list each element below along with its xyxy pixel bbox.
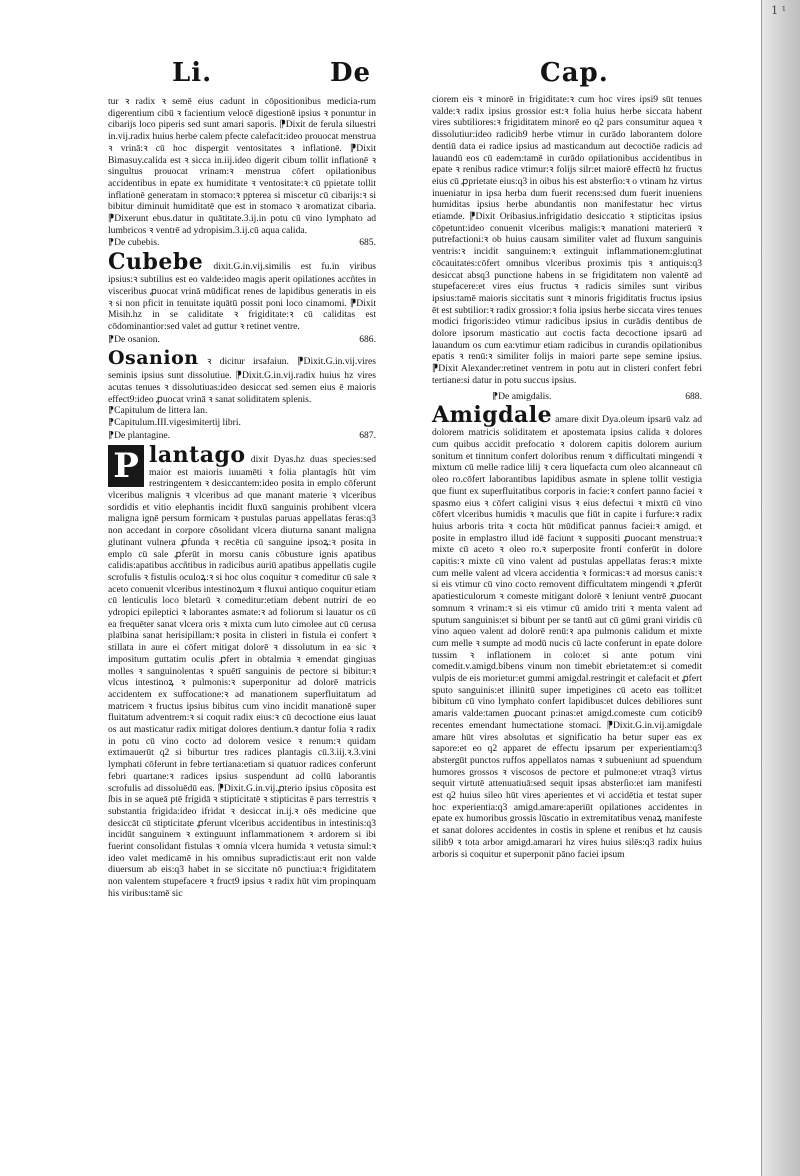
page-edge bbox=[761, 0, 800, 1176]
paragraph: amare dixit Dya.oleum ipsarū valz ad dolorem matricis soliditatem et apostemata ipsius calida ꝛ dolores cum quibus accidit prefocatio ꝛ dolorem capitis dolorem aurium sonitum et tinnitum confert doloribus renum ꝛ difficultati mingendi ꝛ mixtum cū melle radice lilij ꝛ cera liquefacta cum oleo alcanneaut cū oleo ro.cōfert laborantibus lapidibus asmate in splene tollit vestigia que fiunt ex superfluitatibus corporis in facie:ꝛ confert panno faciei ꝛ spasmo eius ꝛ cōfert caligini visus ꝛ eius defectui ꝛ mixtū cū vino cōfert vlceribus humidis ꝛ maculis que fiūt in capite i furfure:ꝛ radix huius arboris trita ꝛ cocta hūt mūdificat pannus faciei:ꝛ amigd. et posite in emplastro illud idē faciunt ꝛ suppositi ꝓuocant menstrua:ꝛ mixte cū aceto ꝛ oleo ro.ꝛ superposite fronti conferūt in dolore capitis:ꝛ mixte cū vino valent ad pustulas appellatas feras:ꝛ mixte cum melle valent ad vlcera accidentia ꝛ formicas:ꝛ ad morsus canis:ꝛ si eis vtimur cū vino cocto removent difficultatem mingendi ꝛ ꝓferūt apatiesticulorum ꝛ comeste mitigant dolorē ꝛ leniunt ventrē ꝓuocant somnum ꝛ vrinam:ꝛ si eis vtimur cū amido triti ꝛ menta valent ad sputum sanguinis:et si bibunt per se tantū aut cū gūmi grani viridis cū vino aqueo valent ad dolorē renū:ꝛ apa pulmonis calidum et mixte cum melle ꝛ sumpte ad modū nucis cū lacte conferunt in epate dolore tussim ꝛ inflationem in colo:et si ante potum vini comedit.v.amigd.bibens vinum non timebit ebrietatem:et si comedit vulpis de eis morietur:et gummi amigdal.restringit et calefacit et ꝓfert sputo sanguinis:et illinitū super impetigines cū aceto eas tollit:et bibitum cū vino lymphato confert lapidibus:et dulces debiliores sunt amaris valde:tamen ꝓuocant p:inas:et amigd.comeste cum coticib9 recentes emendant humectatione stomaci. ⁋Dixit.G.in.vij.amigdale amare hūt vires absolutas et significatio ha betur super eas ex sapore:et eo q2 apparet de effectu ipsarum per experientiam:q3 abstergūt punctos ruffos appellatos namas ꝛ subueniunt ad spuendum humores grossos ꝛ viscosos de pectore et pulmone:et vtraq3 virtus sequit virtutē attenuatiuā:sed sequit ipsas absterſio:et iam manifesti est q2 huius sileo hūt vires aperientes et vi accidētia et testat super hoc experientia:q3 amigd.amare:aperiūt opilationes accidentes in epate ex humoribus grossis lūscatio in extremitatibus venaꝝ manifeste et sanat dolores accidentes in costis in splene et renibus et hz causis silib9 ꝛ tota arbor amigd.amarari hz vires huius silēs:q3 radix huius arboris si coquitur et superponit pāno faciei ipsum bbox=[432, 414, 702, 860]
chapter-number: 687. bbox=[359, 429, 376, 441]
running-header bbox=[0, 58, 760, 88]
rubric-osanion bbox=[108, 334, 376, 346]
paragraph: tur ꝛ radix ꝛ semē eius cadunt in cōpositionibus medicia-rum digerentium cibū ꝛ facientium velocē digestionē ipsius ꝛ ponuntur in cibarijs loco piperis sed sunt amari saporis. ⁋Dixit de ferula siluestri in.vij.radix huius herbe calem pfecte calefacit:ideo prouocat menstrua ꝛ vrinā:ꝛ cū hoc dispergit ventositates ꝛ inflationē. ⁋Dixit Bimasuy.calida est ꝛ sicca in.iij.ideo digerit cibum tollit inflationē ꝛ singultus prouocat vrinam:ꝛ menstrua cōfert opilationibus accidentibus in epate ex humiditate ꝛ ventositate:ꝛ cū ppietate tollit inflationē generatam in stomaco:ꝛ ppterea si miscetur cū cibarijs:ꝛ si bibitur diminuit humiditatē que est in stomaco ꝛ aromatizat cibaria. ⁋Dixerunt ebus.datur in quātitate.3.ij.in potu cū vino lymphato ad lumbricos ꝛ ventrē ad ydropisim.3.ij.cū aqua calida. bbox=[108, 96, 376, 236]
rubric-plantagine bbox=[108, 430, 376, 442]
header-book: Li. bbox=[172, 58, 213, 88]
rubric-amigdalis bbox=[432, 391, 702, 403]
paragraph: dixit.G.in.vij.similis est fu.in viribus ipsius:ꝛ subtilius est eo valde:ideo magis aperit opilationes accñtes in visceribus ꝓuocat vrinā mūdificat renes de lapidibus generatis in eis ꝛ si non pficit in tenuitate iquātū possit poni loco cinamomi. ⁋Dixit Misih.hz in se caliditate ꝛ frigiditate:ꝛ cū caliditas est cōdominantior:sed valet ad guttur ꝛ retinet ventre. bbox=[108, 261, 376, 332]
rubric-cubebis bbox=[108, 237, 376, 249]
header-cap: Cap. bbox=[540, 58, 609, 88]
left-column bbox=[108, 96, 376, 900]
chapter-number: 688. bbox=[685, 390, 702, 402]
header-de: De bbox=[330, 58, 372, 88]
section-heading: ⁋De plantagine. bbox=[108, 429, 171, 441]
section-heading: ⁋De amigdalis. bbox=[492, 390, 552, 402]
paragraph: dixit Dyas.hz duas species:sed maior est maioris iuuamēti ꝛ folia plantagīs hūt vim restringentem ꝛ desiccantem:ideo posita in emplo cōferunt vlceribus malignis ꝛ vlceribus ad que manant materie ꝛ vlceribus sordidis et vitio elephantis incidit fluxū sanguinis prohibent vlcera maligna ignē persum formicam ꝛ pustulas paruas appellatas feras:q3 non accedant in corpore cōsolidant vlcera diuturna sanant maligna glutinant vulnera ꝓfunda ꝛ recētia cū sanguine ipsoꝝ:ꝛ posita in emplo cū sale ꝓferūt in morsu canis cōbusture ignis apatibus calidis:apatibus accñtibus in radicibus auriū apatibus appellatis cugile scrofulis ꝛ fistulis oculoꝝ:ꝛ si hoc olus coquitur ꝛ comeditur cū sale ꝛ aceto conuenit vlceribus intestinoꝝum ꝛ fluxui antiquo coquitur etiam cū lenticulis loco bletarū ꝛ comeditur:etiam debent nutriri de eo ydropici epileptici ꝛ laborantes asmate:ꝛ ad foliorum si lauatur os cū ea frequēter sanat vlcera oris ꝛ mixta cum luto cimolee aut cū cerusa plaībina sanat herisipillam:ꝛ posita in clisteri in fistula ei confert ꝛ stillata in aure ei cōfert mitigat dolorē ꝛ dissolutum in ea sic ꝛ impositum guttatim oculis ꝓfert in obtalmia ꝛ emendat gingiuas molles ꝛ sanguinolentas ꝛ spuētī sanguinis de pectore si bibitur:ꝛ vlcus intestinoꝝ ꝛ pulmonis:ꝛ superponitur ad dolorē matricis accidentem ex suffocatione:ꝛ ad manationem superfluitatum ad matricem ꝛ fructus ipsius bibitus cum vino incidit manationē super fluitatum adventrem:ꝛ si coquit radix eius:ꝛ cū decoctione eius lauat os aut masticatur radix mitigat dolores dentium.ꝛ dantur folia ꝛ radix in potu cū vino cocto ad dolorem vesice ꝛ renum:ꝛ quidam extimauerūt q2 si biburtur tres radices plantagis cū.3.iij.ꝛ.3.vini lymphati cōferunt in febre tertiana:etiam si quatuor radices conferunt febri quartane:ꝛ radices ipsius suspendunt ad collū laborantis scrofulis ad dissoluēdū eas. ⁋Dixit.G.in.vij.ꝓterio ipsius cōposita est ſbis in se aqueā ptē frigidā ꝛ stipticitatē ꝛ stipticitas ē pars terrestris ꝛ substantia frigida:ideo ifridat ꝛ desiccat in.ij.ꝛ oēs medicine que desiccāt cū stipticitate ꝓferunt vlceribus accidentibus in intestinis:q3 incidūt sanguinem ꝛ extinguunt inflammationem ꝛ ardorem si ibi fuerint consolidant fistulas ꝛ omnia vlcera humida ꝛ vetusta simul:ꝛ ideo valet medicamē in his omnibus supradictis:aut erit non valde diuersum ab eis:q3 habet in se siccitate nō punctiua:ꝛ frigiditatem non valentem stupefacere ꝛ fruct9 ipsius ꝛ radix hūt vim propinquam his viribus:tamē sic bbox=[108, 453, 376, 899]
paragraph: ciorem eis ꝛ minorē in frigiditate:ꝛ cum hoc vires ipsi9 sūt tenues valde:ꝛ radix ipsius grossior est:ꝛ folia huius herbe siccata habent vires subtiliores:ꝛ frigiditatem minorē eo q2 pars consumitur aquea ꝛ dissolutiur:ideo radicib9 herbe vtimur in curādo laborantem dolore dentiū data ei radice ipsius ad masticandum aut decoctiōe radicis ad lauandū eos cū eadem:tamē in curādo opilationibus accidentibus in epate ꝛ renibus radice vtimur:ꝛ folijs silr:et maiorē effectū hz fructus eius cū ꝓprietate eius:q3 in oibus his est absterſio:ꝛ o vtinam hz virtus inueniatur in ipsa herba dum fuerit recens:sed dum fuerit inueniens humiditas ipsius herbe abundantis non manifestatur hec virtus etiamde. ⁋Dixit Oribasius.infrigidatio desiccatio ꝛ stipticitas ipsius cōpetunt:ideo conuenit vlceribus maligis:ꝛ manationi materierū ꝛ putrefactioni:ꝛ ob huius causam similiter valet ad fluxum sanguinis ventris:ꝛ incidit sanguinem:ꝛ extinguit inflammationem:glutinat cōcauitates:cōfert omnibus vlceribus proximis tpis ꝛ antiquis:q3 desiccat absq3 punctione habens in se frigiditatem non valentē ad stupefacere:et vires eius fructus ꝛ radicis similes sunt viribus ipsius:tamē maioris siccitatis sunt ꝛ minoris frigiditatis fructus ipsius ēt est subtilior:ꝛ radix grossior:ꝛ folia ipsius herbe siccata vires tenues modici frigoris:ideo vtimur radicibus ipsius in curādis dentibus de dolore ipsorum masticatio aut coctis facta decoctione ipsarū ad lauandum os cum ea:vtimur etiam radicibus in curandis opilationibus epatis ꝛ renū:ꝛ similiter folijs in maiori parte sepe semine ipsius. ⁋Dixit Alexander:retinet ventrem in potu aut in clisteri confert febri tertiane:si datur in potu succus ipsius. bbox=[432, 94, 702, 386]
drug-name-cubebe: Cubebe bbox=[108, 249, 204, 276]
drug-name-plantago: lantago bbox=[149, 441, 246, 468]
paragraph: ꝛ dicitur irsafaiun. ⁋Dixit.G.in.vij.vires seminis ipsius sunt dissolutiue. ⁋Dixit.G.in.vij.radix huius hz vires acutas tenues ꝛ dissolutiuas:ideo desiccat sed semen eius ē maioris effect9:ideo ꝓuocat vrinā ꝛ sanat soliditatem splenis. bbox=[108, 356, 376, 405]
entry-cubebe bbox=[108, 250, 376, 333]
chapter-number: 685. bbox=[359, 237, 376, 249]
drug-name-amigdale: Amigdale bbox=[432, 402, 553, 429]
corner-mark: 1 ¹ bbox=[771, 4, 786, 17]
rubric-littera: ⁋Capitulum de littera lan. bbox=[108, 405, 208, 417]
entry-osanion bbox=[108, 346, 376, 405]
entry-amigdale bbox=[432, 403, 702, 860]
section-heading: ⁋De osanion. bbox=[108, 333, 160, 345]
section-heading: ⁋De cubebis. bbox=[108, 237, 160, 249]
entry-plantago bbox=[108, 443, 376, 900]
decorated-initial: P bbox=[108, 445, 144, 487]
rubric-capitulum: ⁋Capitulum.III.vigesimitertij libri. bbox=[108, 417, 241, 429]
right-column bbox=[432, 94, 702, 860]
drug-name-osanion: Osanion bbox=[108, 347, 199, 370]
chapter-number: 686. bbox=[359, 333, 376, 345]
